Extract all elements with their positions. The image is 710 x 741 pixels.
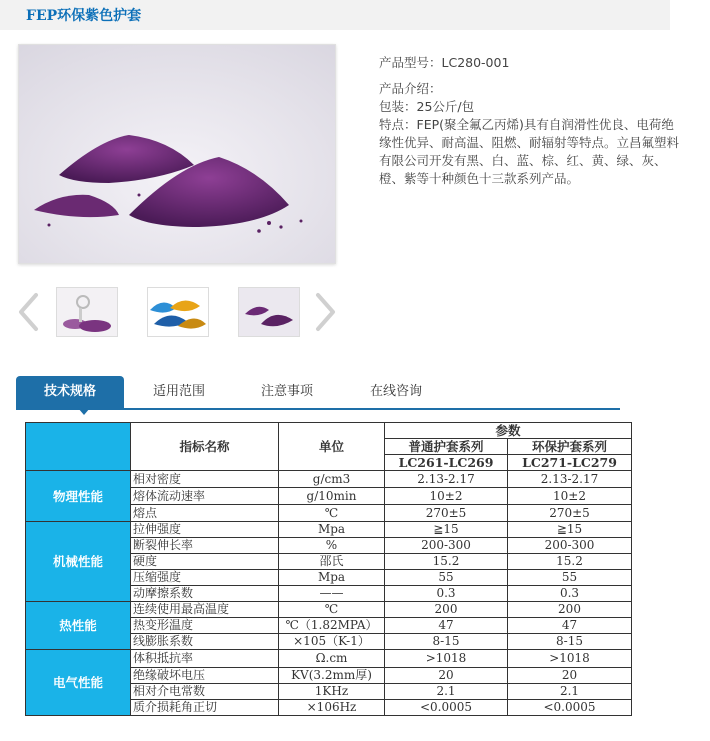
unit-cell: g/cm3 — [279, 471, 385, 488]
col-header-name: 指标名称 — [131, 423, 279, 471]
property-name-cell: 熔点 — [131, 505, 279, 522]
property-name-cell: 熔体流动速率 — [131, 488, 279, 505]
active-tab-pointer — [78, 408, 90, 415]
product-main-image[interactable] — [18, 44, 336, 264]
tab-online-consult[interactable]: 在线咨询 — [369, 384, 422, 399]
col-header-series2: 环保护套系列 — [508, 439, 632, 455]
category-cell: 电气性能 — [26, 650, 131, 716]
property-name-cell: 相对介电常数 — [131, 684, 279, 700]
series2-value-cell: 8-15 — [508, 634, 632, 650]
property-name-cell: 相对密度 — [131, 471, 279, 488]
series1-value-cell: 2.13-2.17 — [385, 471, 508, 488]
series1-value-cell: 8-15 — [385, 634, 508, 650]
series2-value-cell: 200 — [508, 602, 632, 618]
product-model: 产品型号：LC280-001 — [379, 55, 510, 70]
property-name-cell: 绝缘破坏电压 — [131, 668, 279, 684]
category-cell: 物理性能 — [26, 471, 131, 522]
table-row — [26, 650, 632, 668]
col-header-series2-range: LC271-LC279 — [508, 455, 632, 471]
series1-value-cell: 270±5 — [385, 505, 508, 522]
series1-value-cell: ≧15 — [385, 522, 508, 538]
series2-value-cell: 20 — [508, 668, 632, 684]
unit-cell: ℃ — [279, 602, 385, 618]
product-intro-label: 产品介绍： — [379, 81, 442, 96]
table-row — [26, 471, 632, 488]
page-title: FEP环保紫色护套 — [26, 8, 142, 24]
series2-value-cell: 15.2 — [508, 554, 632, 570]
spec-table — [25, 422, 632, 716]
property-name-cell: 线膨胀系数 — [131, 634, 279, 650]
unit-cell: g/10min — [279, 488, 385, 505]
series2-value-cell: 0.3 — [508, 586, 632, 602]
property-name-cell: 连续使用最高温度 — [131, 602, 279, 618]
table-row — [26, 602, 632, 618]
unit-cell: 邵氏 — [279, 554, 385, 570]
series2-value-cell: 55 — [508, 570, 632, 586]
tab-precautions[interactable]: 注意事项 — [260, 384, 313, 399]
product-package: 包装：25公斤/包 — [379, 99, 475, 114]
property-name-cell: 硬度 — [131, 554, 279, 570]
col-header-series1: 普通护套系列 — [385, 439, 508, 455]
chevron-left-icon[interactable] — [16, 292, 40, 332]
product-features: 特点：FEP(聚全氟乙丙烯)具有自润滑性优良、电荷绝缘性优异、耐高温、阻燃、耐辐射等特点。立昌氟塑料有限公司开发有黑、白、蓝、棕、红、黄、绿、灰、橙、紫等十种颜色十三款系列产品。 — [379, 117, 680, 186]
category-cell: 机械性能 — [26, 522, 131, 602]
tab-bar — [16, 376, 620, 410]
property-name-cell: 热变形温度 — [131, 618, 279, 634]
series1-value-cell: >1018 — [385, 650, 508, 668]
series2-value-cell: 270±5 — [508, 505, 632, 522]
product-info — [379, 54, 679, 188]
series2-value-cell: ≧15 — [508, 522, 632, 538]
series1-value-cell: 15.2 — [385, 554, 508, 570]
unit-cell: ×105（K-1） — [279, 634, 385, 650]
property-name-cell: 体积抵抗率 — [131, 650, 279, 668]
series1-value-cell: 10±2 — [385, 488, 508, 505]
series2-value-cell: <0.0005 — [508, 700, 632, 716]
chevron-right-icon[interactable] — [314, 292, 338, 332]
property-name-cell: 动摩擦系数 — [131, 586, 279, 602]
series2-value-cell: 2.13-2.17 — [508, 471, 632, 488]
series2-value-cell: 2.1 — [508, 684, 632, 700]
series1-value-cell: 55 — [385, 570, 508, 586]
series1-value-cell: 20 — [385, 668, 508, 684]
property-name-cell: 拉伸强度 — [131, 522, 279, 538]
series2-value-cell: 10±2 — [508, 488, 632, 505]
unit-cell: Ω.cm — [279, 650, 385, 668]
col-header-params: 参数 — [385, 423, 632, 439]
series1-value-cell: <0.0005 — [385, 700, 508, 716]
unit-cell: % — [279, 538, 385, 554]
unit-cell: 1KHz — [279, 684, 385, 700]
series1-value-cell: 2.1 — [385, 684, 508, 700]
unit-cell: Mpa — [279, 570, 385, 586]
purple-pellets-thumbnail[interactable] — [238, 287, 300, 337]
header-corner-cell — [26, 423, 131, 471]
col-header-unit: 单位 — [279, 423, 385, 471]
unit-cell: KV(3.2mm厚) — [279, 668, 385, 684]
unit-cell: ℃ — [279, 505, 385, 522]
col-header-series1-range: LC261-LC269 — [385, 455, 508, 471]
tab-applications[interactable]: 适用范围 — [152, 384, 205, 399]
white-pellets-thumbnail[interactable] — [56, 287, 118, 337]
unit-cell: Mpa — [279, 522, 385, 538]
unit-cell: ℃（1.82MPA） — [279, 618, 385, 634]
series1-value-cell: 200-300 — [385, 538, 508, 554]
series1-value-cell: 200 — [385, 602, 508, 618]
tab-specifications[interactable]: 技术规格 — [16, 376, 124, 408]
series2-value-cell: 200-300 — [508, 538, 632, 554]
page-header — [0, 0, 670, 30]
colored-pellets-thumbnail[interactable] — [147, 287, 209, 337]
category-cell: 热性能 — [26, 602, 131, 650]
series2-value-cell: >1018 — [508, 650, 632, 668]
property-name-cell: 压缩强度 — [131, 570, 279, 586]
series1-value-cell: 47 — [385, 618, 508, 634]
unit-cell: ×106Hz — [279, 700, 385, 716]
series1-value-cell: 0.3 — [385, 586, 508, 602]
table-row — [26, 522, 632, 538]
property-name-cell: 断裂伸长率 — [131, 538, 279, 554]
unit-cell: —— — [279, 586, 385, 602]
property-name-cell: 质介损耗角正切 — [131, 700, 279, 716]
series2-value-cell: 47 — [508, 618, 632, 634]
